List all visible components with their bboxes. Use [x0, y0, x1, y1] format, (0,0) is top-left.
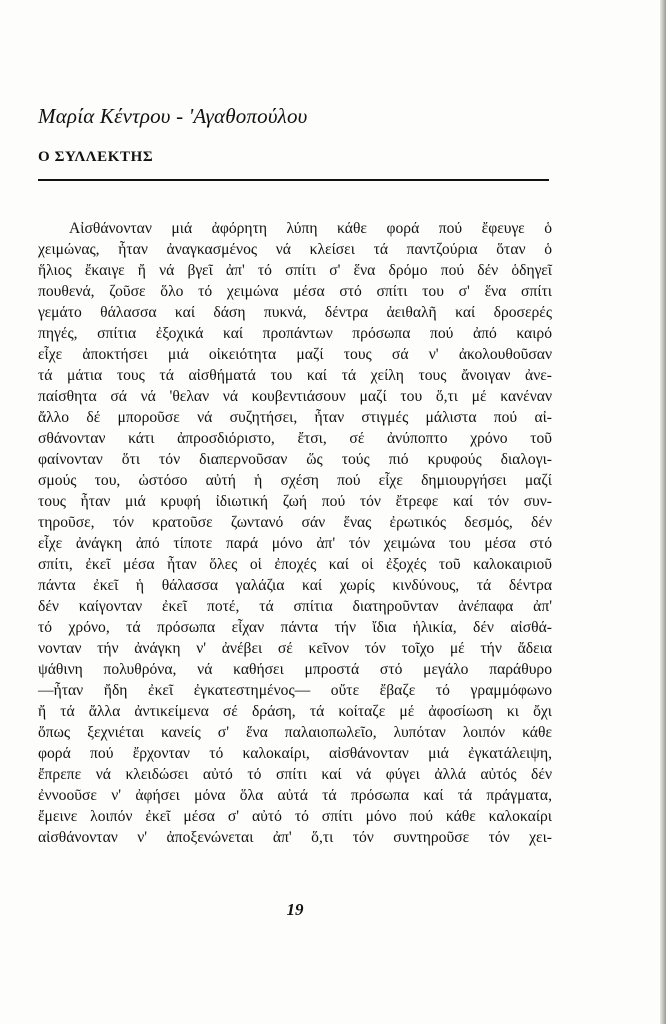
- text-line: —ἦταν ἤδη ἐκεῖ ἐγκατεστημένος— οὔτε ἔβαζε τό γραμμόφωνο: [38, 682, 552, 699]
- text-line: σπίτι, ἐκεῖ μέσα ἦταν ὅλες οἱ ἐποχές καί οἱ ἐξοχές τοῦ καλοκαιριοῦ: [38, 556, 552, 573]
- text-line: ἄλλο δέ μποροῦσε νά συζητήσει, ἦταν στιγμές μάλιστα πού αἰ-: [38, 409, 552, 426]
- text-line: χειμώνας, ἦταν ἀναγκασμένος νά κλείσει τά παντζούρια ὅταν ὁ: [38, 241, 552, 258]
- text-line: εἶχε ἀνάγκη ἀπό τίποτε παρά μόνο ἀπ' τόν χειμώνα του μέσα στό: [38, 535, 552, 552]
- text-line: ψάθινη πολυθρόνα, νά καθήσει μπροστά στό μεγάλο παράθυρο: [38, 661, 552, 678]
- text-line: πάντα ἐκεῖ ἡ θάλασσα γαλάζια καί χωρίς κινδύνους, τά δέντρα: [38, 577, 552, 594]
- text-line: τό χρόνο, τά πρόσωπα εἶχαν πάντα τήν ἴδια ἡλικία, δέν αἰσθά-: [38, 619, 552, 636]
- author-name: Μαρία Κέντρου - 'Αγαθοπούλου: [38, 104, 308, 128]
- text-line: Αἰσθάνονταν μιά ἀφόρητη λύπη κάθε φορά πού ἔφευγε ὁ: [69, 220, 552, 237]
- text-line: ἥλιος ἔκαιγε ἤ νά βγεῖ ἀπ' τό σπίτι σ' ἕνα δρόμο πού δέν ὁδηγεῖ: [38, 262, 552, 279]
- page-edge-shadow: [660, 0, 666, 1024]
- text-line: γεμάτο θάλασσα καί δάση πυκνά, δέντρα ἀειθαλῆ καί δροσερές: [38, 304, 552, 321]
- text-line: ἤ τά ἄλλα ἀντικείμενα σέ δράση, τά κοίταζε μέ ἀφοσίωση κι ὄχι: [38, 703, 552, 720]
- text-line: σμούς του, ὡστόσο αὐτή ἡ σχέση πού εἶχε δημιουργήσει μαζί: [38, 472, 552, 489]
- text-line: τους ἦταν μιά κρυφή ἰδιωτική ζωή πού τόν ἔτρεφε καί τόν συν-: [38, 493, 552, 510]
- text-line: ἐννοοῦσε ν' ἀφήσει μόνα ὅλα αὐτά τά πρόσωπα καί τά πράγματα,: [38, 787, 552, 804]
- story-body: [38, 218, 552, 848]
- text-line: ἔμεινε λοιπόν ἐκεῖ μέσα σ' αὐτό τό σπίτι μόνο πού κάθε καλοκαίρι: [38, 808, 552, 825]
- page-number: 19: [286, 900, 304, 919]
- text-line: ἔπρεπε νά κλειδώσει αὐτό τό σπίτι καί νά φύγει ἀλλά αὐτός δέν: [38, 766, 552, 783]
- text-line: πηγές, σπίτια ἐξοχικά καί προπάντων πρόσωπα πού ἀπό καιρό: [38, 325, 552, 342]
- text-line: εἶχε ἀποκτήσει μιά οἰκειότητα μαζί τους σά ν' ἀκολουθοῦσαν: [38, 346, 552, 363]
- text-line: φορά πού ἔρχονταν τό καλοκαίρι, αἰσθάνονταν μιά ἐγκατάλειψη,: [38, 745, 552, 762]
- text-line: σθάνονταν κάτι ἀπροσδιόριστο, ἔτσι, σέ ἀνύποπτο χρόνο τοῦ: [38, 430, 552, 447]
- story-title: Ο ΣΥΛΛΕΚΤΗΣ: [38, 149, 154, 165]
- text-line: δέν καίγονταν ἐκεῖ ποτέ, τά σπίτια διατηροῦνταν ἀνέπαφα ἀπ': [38, 598, 552, 615]
- text-line: τά μάτια τους τά αἰσθήματά του καί τά χείλη τους ἄνοιγαν ἀνε-: [38, 367, 552, 384]
- text-line: πουθενά, ζοῦσε ὅλο τό χειμώνα μέσα στό σπίτι του σ' ἕνα σπίτι: [38, 283, 552, 300]
- text-line: φαίνονταν ὅτι τόν διαπερνοῦσαν ὥς τούς πιό κρυφούς διαλογι-: [38, 451, 552, 468]
- text-line: παίσθητα σά νά 'θελαν νά κουβεντιάσουν μαζί του ὅ,τι μέ κανέναν: [38, 388, 552, 405]
- title-rule: [38, 179, 549, 181]
- text-line: νονταν τήν ἀνάγκη ν' ἀνέβει σέ κεῖνον τόν τοῖχο μέ τήν ἄδεια: [38, 640, 552, 657]
- text-line: αἰσθάνονταν ν' ἀποξενώνεται ἀπ' ὅ,τι τόν συντηροῦσε τόν χει-: [38, 829, 552, 846]
- text-line: ὅπως ξεχνιέται κανείς σ' ἕνα παλαιοπωλεῖο, λυπόταν λοιπόν κάθε: [38, 724, 552, 741]
- text-line: τηροῦσε, τόν κρατοῦσε ζωντανό σάν ἕνας ἐρωτικός δεσμός, δέν: [38, 514, 552, 531]
